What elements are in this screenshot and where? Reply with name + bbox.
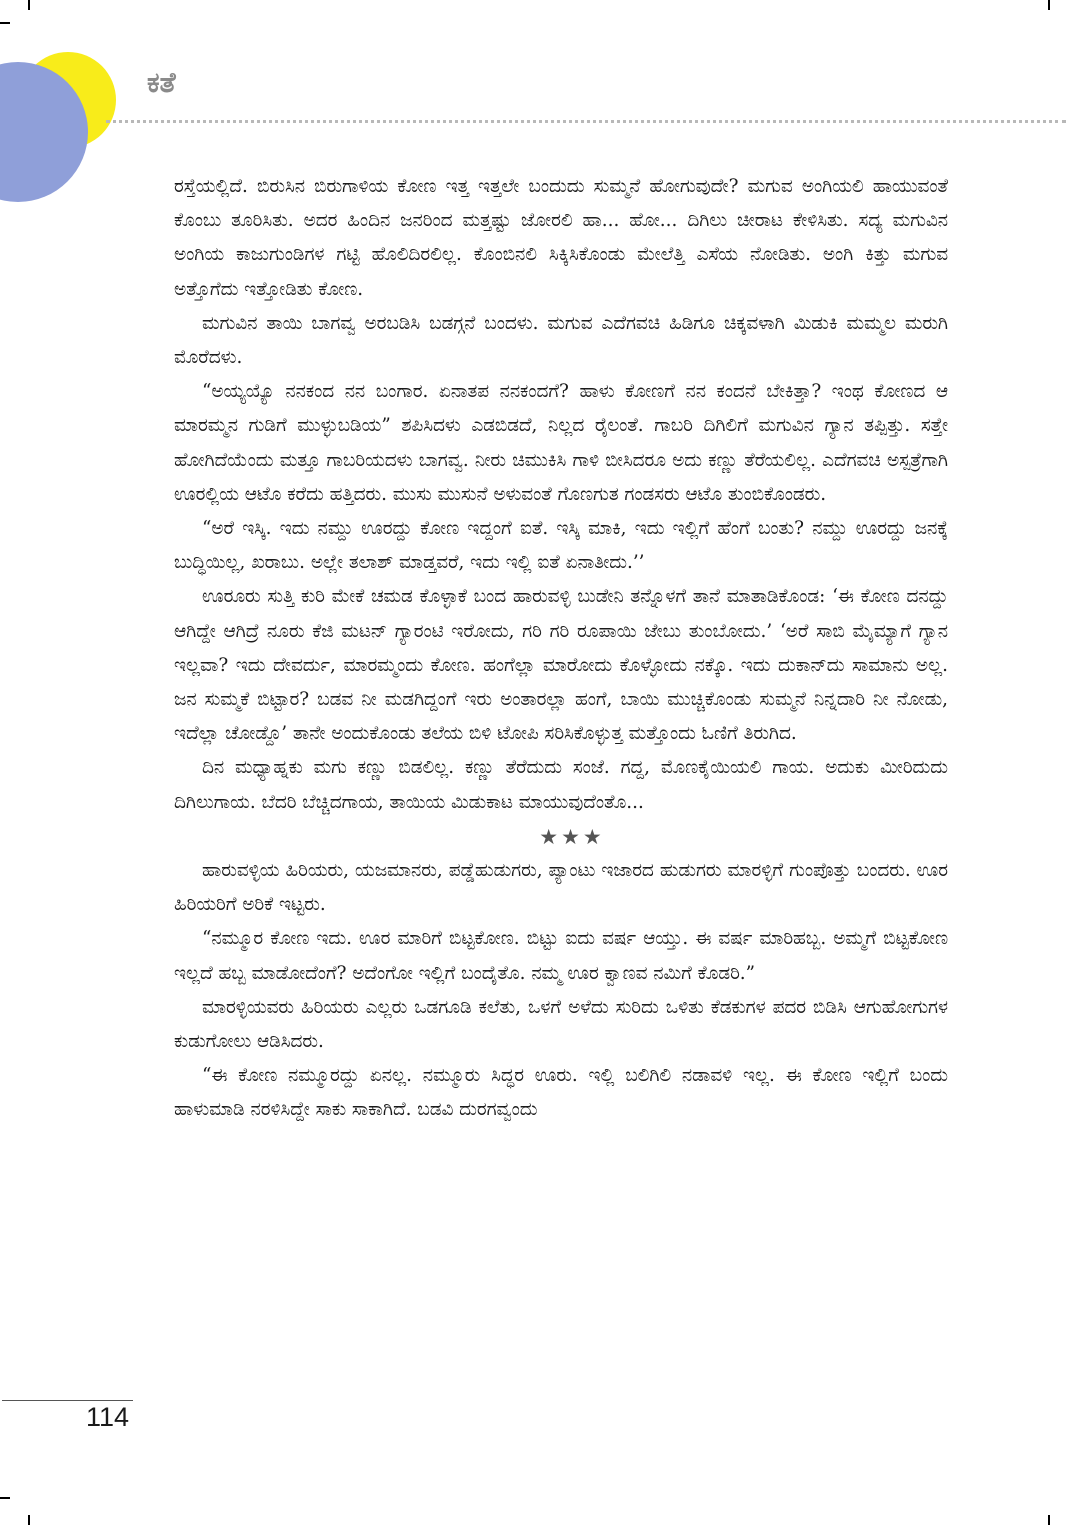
header-dotted-rule bbox=[106, 120, 1066, 123]
paragraph: ಮಾರಳ್ಳಿಯವರು ಹಿರಿಯರು ಎಲ್ಲರು ಒಡಗೂಡಿ ಕಲೆತು, ಒಳಗೆ ಅಳೆದು ಸುರಿದು ಒಳಿತು ಕೆಡಕುಗಳ ಪದರ ಬಿಡಿಸಿ ಆಗುಹೋಗುಗಳ ಕುಡುಗೋಲು ಆಡಿಸಿದರು. bbox=[174, 996, 948, 1053]
crop-mark-top-right bbox=[1048, 0, 1050, 10]
crop-mark-left-lower bbox=[0, 1497, 10, 1499]
paragraph: “ಅರೆ ಇಸ್ಕಿ. ಇದು ನಮ್ದು ಊರದ್ದು ಕೋಣ ಇದ್ದಂಗೆ ಐತೆ. ಇಸ್ಕಿ ಮಾಕಿ, ಇದು ಇಲ್ಲಿಗೆ ಹೆಂಗೆ ಬಂತು? ನಮ್ದು ಊರದ್ದು ಜನಕ್ಕೆ ಬುದ್ಧಿಯಿಲ್ಲ, ಖರಾಬು. ಅಲ್ಲೇ ತಲಾಶ್ ಮಾಡ್ತವರೆ, ಇದು ಇಲ್ಲಿ ಐತೆ ಏನಾತೀದು.’’ bbox=[174, 518, 948, 574]
crop-mark-bottom-right bbox=[1048, 1515, 1050, 1525]
paragraph: ರಸ್ತೆಯಲ್ಲಿದೆ. ಬಿರುಸಿನ ಬಿರುಗಾಳಿಯ ಕೋಣ ಇತ್ತ ಇತ್ತಲೇ ಬಂದುದು ಸುಮ್ಮನೆ ಹೋಗುವುದೇ? ಮಗುವ ಅಂಗಿಯಲಿ ಹಾಯುವಂತೆ ಕೊಂಬು ತೂರಿಸಿತು. ಅದರ ಹಿಂದಿನ ಜನರಿಂದ ಮತ್ತಷ್ಟು ಜೋರಲಿ ಹಾ... ಹೋ... ದಿಗಿಲು ಚೀರಾಟ ಕೇಳಿಸಿತು. ಸದ್ಯ ಮಗುವಿನ ಅಂಗಿಯ ಕಾಜುಗುಂಡಿಗಳ ಗಟ್ಟಿ ಹೊಲಿದಿರಲಿಲ್ಲ. ಕೊಂಬಿನಲಿ ಸಿಕ್ಕಿಸಿಕೊಂಡು ಮೇಲೆತ್ತಿ ಎಸೆಯ ನೋಡಿತು. ಅಂಗಿ ಕಿತ್ತು ಮಗುವ ಅತ್ತೊಗೆದು ಇತ್ತೋಡಿತು ಕೋಣ. bbox=[174, 176, 948, 300]
paragraph: “ನಮ್ಮೂರ ಕೋಣ ಇದು. ಊರ ಮಾರಿಗೆ ಬಿಟ್ಟಕೋಣ. ಬಿಟ್ಟು ಐದು ವರ್ಷ ಆಯ್ತು. ಈ ವರ್ಷ ಮಾರಿಹಬ್ಬ. ಅಮ್ಮಗೆ ಬಿಟ್ಟಕೋಣ ಇಲ್ಲದೆ ಹಬ್ಬ ಮಾಡೋದೆಂಗೆ? ಅದೆಂಗೋ ಇಲ್ಲಿಗೆ ಬಂದೈತೊ. ನಮ್ಮ ಊರ ಕ್ವಾಣವ ನಮಿಗೆ ಕೊಡರಿ.” bbox=[174, 928, 948, 984]
paragraph: ದಿನ ಮಧ್ಯಾಹ್ನಕು ಮಗು ಕಣ್ಣು ಬಿಡಲಿಲ್ಲ. ಕಣ್ಣು ತೆರೆದುದು ಸಂಜೆ. ಗದ್ದ, ಮೊಣಕೈಯಿಯಲಿ ಗಾಯ. ಅದುಕು ಮೀರಿದುದು ದಿಗಿಲುಗಾಯ. ಬೆದರಿ ಬೆಚ್ಚಿದಗಾಯ, ತಾಯಿಯ ಮಿಡುಕಾಟ ಮಾಯುವುದೆಂತೊ... bbox=[174, 757, 948, 813]
section-title: ಕತೆ bbox=[147, 66, 176, 99]
crop-mark-left-upper bbox=[0, 22, 10, 24]
page-number: 114 bbox=[86, 1402, 130, 1432]
story-body bbox=[174, 170, 948, 1128]
footer-rule bbox=[2, 1400, 133, 1401]
paragraph: ಹಾರುವಳ್ಳಿಯ ಹಿರಿಯರು, ಯಜಮಾನರು, ಪಡ್ಡೆಹುಡುಗರು, ಪ್ಯಾಂಟು ಇಜಾರದ ಹುಡುಗರು ಮಾರಳ್ಳಿಗೆ ಗುಂಪೊತ್ತು ಬಂದರು. ಊರ ಹಿರಿಯರಿಗೆ ಅರಿಕೆ ಇಟ್ಟರು. bbox=[174, 860, 948, 916]
paragraph: ಮಗುವಿನ ತಾಯಿ ಬಾಗವ್ವ ಅರಬಡಿಸಿ ಬಡಗ್ಗನೆ ಬಂದಳು. ಮಗುವ ಎದೆಗವಚಿ ಹಿಡಿಗೂ ಚಿಕ್ಕವಳಾಗಿ ಮಿಡುಕಿ ಮಮ್ಮಲ ಮರುಗಿ ಮೊರೆದಳು. bbox=[174, 312, 948, 369]
section-separator: ★★★ bbox=[539, 824, 605, 849]
crop-mark-top-left bbox=[28, 0, 30, 10]
paragraph: “ಅಯ್ಯಯ್ಯೊ ನನಕಂದ ನನ ಬಂಗಾರ. ಏನಾತಪ ನನಕಂದಗೆ? ಹಾಳು ಕೋಣಗೆ ನನ ಕಂದನೆ ಬೇಕಿತ್ತಾ? ಇಂಥ ಕೋಣದ ಆ ಮಾರಮ್ಮನ ಗುಡಿಗೆ ಮುಳ್ಳುಬಡಿಯ” ಶಪಿಸಿದಳು ಎಡಬಿಡದೆ, ನಿಲ್ಲದ ರೈಲಂತೆ. ಗಾಬರಿ ದಿಗಿಲಿಗೆ ಮಗುವಿನ ಗ್ಯಾನ ತಪ್ಪಿತ್ತು. ಸತ್ತೇ ಹೋಗಿದೆಯೆಂದು ಮತ್ತೂ ಗಾಬರಿಯದಳು ಬಾಗವ್ವ. ನೀರು ಚಿಮುಕಿಸಿ ಗಾಳಿ ಬೀಸಿದರೂ ಅದು ಕಣ್ಣು ತೆರೆಯಲಿಲ್ಲ. ಎದೆಗವಚಿ ಅಸ್ಪತ್ರೆಗಾಗಿ ಊರಲ್ಲಿಯ ಆಟೊ ಕರೆದು ಹತ್ತಿದರು. ಮುಸು ಮುಸುನೆ ಅಳುವಂತೆ ಗೊಣಗುತ ಗಂಡಸರು ಆಟೊ ತುಂಬಿಕೊಂಡರು. bbox=[174, 381, 948, 505]
paragraph: “ಈ ಕೋಣ ನಮ್ಮೂರದ್ದು ಏನಲ್ಲ. ನಮ್ಮೂರು ಸಿದ್ಧರ ಊರು. ಇಲ್ಲಿ ಬಲಿಗಿಲಿ ನಡಾವಳಿ ಇಲ್ಲ. ಈ ಕೋಣ ಇಲ್ಲಿಗೆ ಬಂದು ಹಾಳುಮಾಡಿ ನರಳಿಸಿದ್ದೇ ಸಾಕು ಸಾಕಾಗಿದೆ. ಬಡವಿ ದುರಗವ್ವಂದು bbox=[174, 1065, 948, 1121]
crop-mark-bottom-left bbox=[28, 1515, 30, 1525]
paragraph: ಊರೂರು ಸುತ್ತಿ ಕುರಿ ಮೇಕೆ ಚಮಡ ಕೊಳ್ಳಾಕೆ ಬಂದ ಹಾರುವಳ್ಳಿ ಬುಡೇನಿ ತನ್ನೊಳಗೆ ತಾನೆ ಮಾತಾಡಿಕೊಂಡ: ‘ಈ ಕೋಣ ದನದ್ದು ಆಗಿದ್ದೇ ಆಗಿದ್ರೆ ನೂರು ಕೆಜಿ ಮಟನ್ ಗ್ಯಾರಂಟಿ ಇರೋದು, ಗರಿ ಗರಿ ರೂಪಾಯಿ ಜೇಬು ತುಂಬೋದು.’ ‘ಅರೆ ಸಾಬಿ ಮೈಮ್ಯಾಗೆ ಗ್ಯಾನ ಇಲ್ಲವಾ? ಇದು ದೇವರ್ದು, ಮಾರಮ್ಮಂದು ಕೋಣ. ಹಂಗೆಲ್ಲಾ ಮಾರೋದು ಕೊಳ್ಳೋದು ನಕ್ಕೊ. ಇದು ದುಕಾನ್‌ದು ಸಾಮಾನು ಅಲ್ಲ. ಜನ ಸುಮ್ಮಕೆ ಬಿಟ್ಟಾರ? ಬಡವ ನೀ ಮಡಗಿದ್ದಂಗೆ ಇರು ಅಂತಾರಲ್ಲಾ ಹಂಗೆ, ಬಾಯಿ ಮುಚ್ಚಿಕೊಂಡು ಸುಮ್ಮನೆ ನಿನ್ನದಾರಿ ನೀ ನೋಡು, ಇದೆಲ್ಲಾ ಚೋಡ್ದೊ’ ತಾನೇ ಅಂದುಕೊಂಡು ತಲೆಯ ಬಿಳಿ ಟೋಪಿ ಸರಿಸಿಕೊಳ್ಳುತ್ತ ಮತ್ತೊಂದು ಓಣಿಗೆ ತಿರುಗಿದ. bbox=[174, 586, 948, 745]
